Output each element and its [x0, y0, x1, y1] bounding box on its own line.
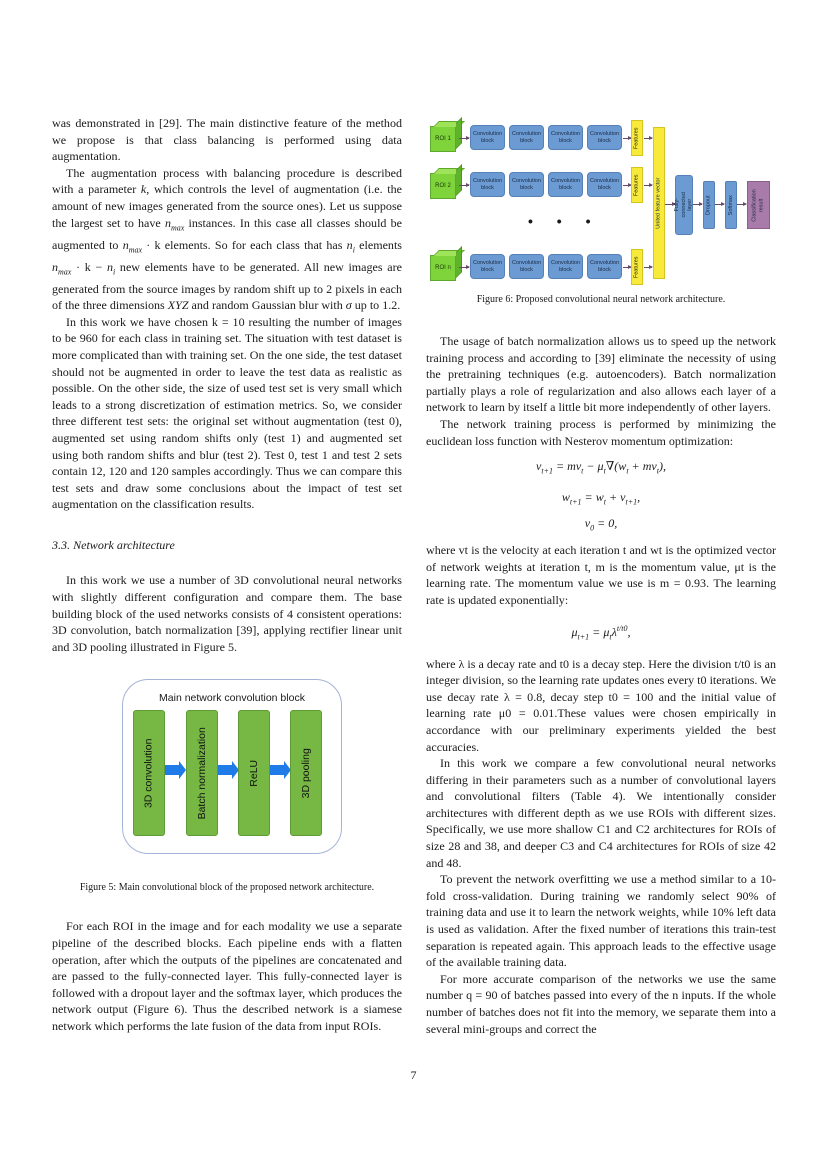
figure-5: [52, 671, 402, 871]
paragraph: The usage of batch normalization allows us to speed up the network training process and according to [39] eliminate the necessity of using the pretraining techniques (e.g. autoencoders). Batch normalization partially plays a role of regularization and also allows each layer of a network to learn by itself a little bit more independently of other layers.: [426, 334, 776, 415]
paragraph: In this work we compare a few convolutional neural networks differing in their parameters such as a number of convolutional layers and convolutional filters (Table 4). We intentionally consider architectures with different depth as we use ROIs with different sizes. Specifically, we use more shallow C1 and C2 architectures for ROIs of size 28 and 38, and deeper C3 and C4 architectures for ROIs of size 42 and 48.: [426, 756, 776, 870]
roi-input: ROI n: [430, 255, 456, 281]
convolution-block: Convolution block: [548, 172, 583, 197]
paragraph: In this work we have chosen k = 10 resulting the number of images to be 960 for each class in training set. The situation with test dataset is more complicated than with training set. On the one side, the test dataset should not be augmented in order to leave the test data as realistic as possible. On the other side, the size of used test set is very small which leads to a strong discretization of estimation metrics. So, we consider three different test sets: the original set without augmentation (test 0), augmented set using random shifts only (test 1) and augmented set using both random shifts and blur (test 2). Test 0, test 1 and test 2 sets contain 12, 120 and 120 samples accordingly. Thus we can compare this test sets and draw some conclusions about the impact of test set augmentation on the classification results.: [52, 314, 402, 512]
right-column: [426, 115, 776, 1037]
paragraph: For more accurate comparison of the networks we use the same number q = 90 of batches passed into every of the n inputs. If the whole number of batches does not fit into the memory, we separate them into a several mini-groups and correct the: [426, 971, 776, 1036]
convolution-block: Convolution block: [470, 172, 505, 197]
arrow-icon: [459, 267, 469, 268]
roi-input: ROI 1: [430, 126, 456, 152]
classification-result: Classification result: [747, 181, 770, 229]
equation-velocity: $v_{t+1} = mv_t - \mu_t\nabla(w_t + mv_t)$,: [535, 459, 667, 476]
convolution-block: Convolution block: [587, 254, 622, 279]
block-3d-convolution: 3D convolution: [133, 710, 165, 836]
block-batch-normalization: Batch normalization: [186, 710, 218, 836]
united-feature-vector: United feature vector: [653, 127, 665, 279]
paragraph-augmentation: The augmentation process with balancing procedure is described with a parameter k, which controls the level of augmentation (i.e. the amount of new images generated from the source ones). Let us suppose the largest set to have $n_{max}$ instances. In this case all classes should be augmented to $n_{max} \cdot k$ elements. So for each class that has $n_i$ elements $n_{max} \cdot k - n_i$ new elements have to be generated. All new images are generated from the source images by random shift up to 2 pixels in each of the three dimensions XYZ and random Gaussian blur with σ up to 1.2.: [52, 165, 402, 313]
ellipsis: • • •: [528, 213, 601, 229]
dropout-layer: Dropout: [703, 181, 715, 229]
page-number: 7: [410, 1068, 417, 1082]
block-3d-pooling: 3D pooling: [290, 710, 322, 836]
figure-6-caption: Figure 6: Proposed convolutional neural network architecture.: [476, 294, 726, 305]
paragraph: where vt is the velocity at each iteration t and wt is the optimized vector of network weights at iteration t, m is the momentum value, μt is the learning rate. The momentum value we use is m = 0.93. The learning rate is updated exponentially:: [426, 543, 776, 607]
features-box: Features: [631, 167, 643, 203]
convolution-block: Convolution block: [509, 254, 544, 279]
arrow-icon: [644, 267, 652, 268]
arrow-icon: [218, 765, 232, 775]
convolution-block: Convolution block: [548, 254, 583, 279]
paragraph: For each ROI in the image and for each modality we use a separate pipeline of the described blocks. Each pipeline ends with a flatten operation, after which the outputs of the pipelines are concatenated and are passed to the fully-connected layer. This fully-connected layer is followed with a dropout layer and the softmax layer, which produces the network output (Figure 6). Thus the described network is a siamese network which performs the late fusion of the data from input ROIs.: [52, 919, 402, 1033]
arrow-icon: [644, 185, 652, 186]
convolution-block: Convolution block: [548, 125, 583, 150]
block-relu: ReLU: [238, 710, 270, 836]
left-column: [52, 115, 402, 1035]
arrow-icon: [459, 185, 469, 186]
convolution-block: Convolution block: [470, 254, 505, 279]
arrow-icon: [270, 765, 284, 775]
features-box: Features: [631, 120, 643, 156]
softmax-layer: Softmax: [725, 181, 737, 229]
equation-learning-rate: $\mu_{t+1} = \mu_t\lambda^{t/t0}$,: [571, 623, 631, 641]
fully-connected-layer: Fully-connected layer: [675, 175, 693, 235]
equation-initial: $v_0 = 0$,: [584, 516, 618, 533]
equation-weights: $w_{t+1} = w_t + v_{t+1}$,: [561, 490, 641, 507]
paragraph: The network training process is performed by minimizing the euclidean loss function with Nesterov momentum optimization:: [426, 416, 776, 448]
section-heading: 3.3. Network architecture: [52, 537, 175, 552]
roi-input: ROI 2: [430, 173, 456, 199]
arrow-icon: [459, 138, 469, 139]
convolution-block: Convolution block: [587, 125, 622, 150]
paragraph: was demonstrated in [29]. The main distinctive feature of the method we propose is that class balancing is performed using data augmentation.: [52, 116, 402, 164]
paragraph: where λ is a decay rate and t0 is a decay step. Here the division t/t0 is an integer division, so the learning rate updates ones every t0 iterations. We use decay rate λ = 0.8, decay step t0 = 100 and the initial value of learning rate μ0 = 0.01.These values were chosen empirically in accordance with our preliminary experiments yielded the best accuracies.: [426, 656, 776, 754]
figure-6: [426, 115, 776, 285]
arrow-icon: [737, 204, 746, 205]
convolution-block: Convolution block: [509, 125, 544, 150]
arrow-icon: [165, 765, 179, 775]
figure-title: Main network convolution block: [159, 692, 305, 705]
figure-frame: [122, 679, 342, 854]
arrow-icon: [644, 138, 652, 139]
convolution-block: Convolution block: [587, 172, 622, 197]
figure-5-caption: Figure 5: Main convolutional block of the proposed network architecture.: [79, 882, 375, 894]
paragraph: To prevent the network overfitting we use a method similar to a 10-fold cross-validation. During training we randomly select 90% of training data and use it to learn the network weights, while 10% left data is used as validation. After the fixed number of iterations this train-test separation is repeated again. This approach leads to the effective usage of the available training data.: [426, 872, 776, 970]
arrow-icon: [715, 204, 724, 205]
paragraph: In this work we use a number of 3D convolutional neural networks with slightly different configuration and compare them. The base building block of the used networks consists of 4 consistent operations: 3D convolution, batch normalization [39], applying rectifier linear unit and 3D pooling illustrated in Figure 5.: [52, 573, 402, 654]
convolution-block: Convolution block: [509, 172, 544, 197]
convolution-block: Convolution block: [470, 125, 505, 150]
features-box: Features: [631, 249, 643, 285]
arrow-icon: [693, 204, 702, 205]
